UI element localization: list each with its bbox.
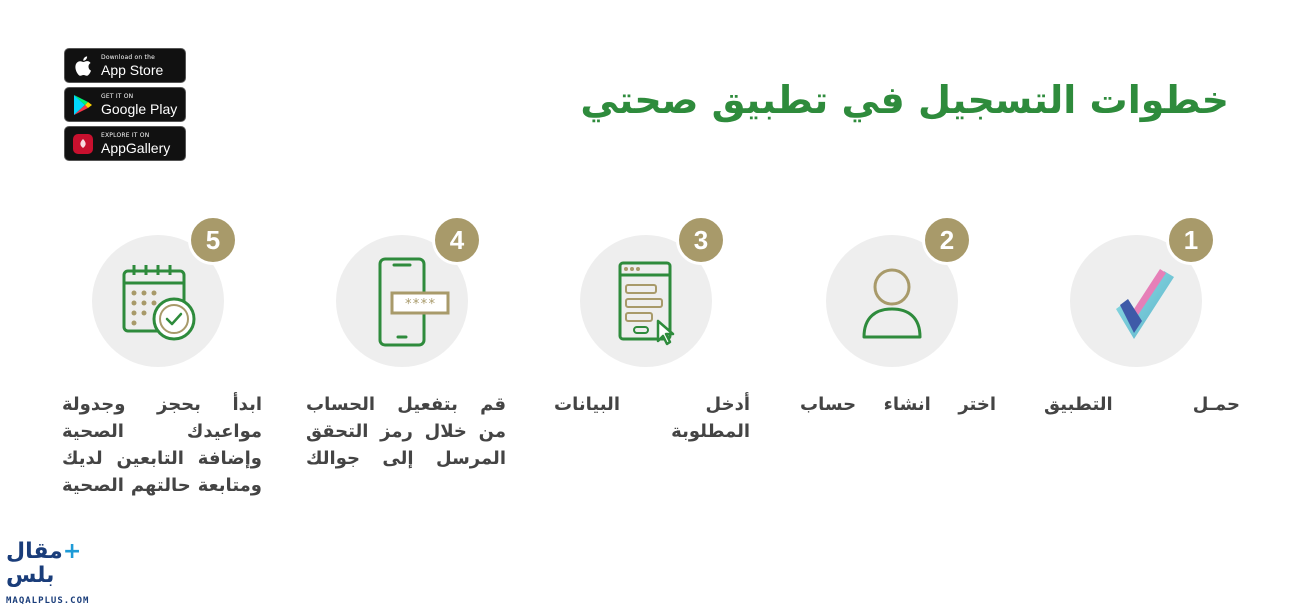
- badge-big-text: AppGallery: [101, 139, 171, 156]
- step-number: 2: [922, 215, 972, 265]
- step-text: اختر انشاء حساب: [800, 394, 996, 415]
- brand-plus: +: [62, 539, 82, 564]
- svg-text:****: ****: [404, 297, 436, 312]
- step-1: [1040, 215, 1240, 545]
- badge-small-text: GET IT ON: [101, 92, 134, 100]
- step-text: ابدأ بحجز وجدولة مواعيدك الصحية وإضافة التابعين لديك ومتابعة حالتهم الصحية: [62, 394, 262, 496]
- brand-arabic-text: مقال بلس: [6, 539, 63, 588]
- step-number: 4: [432, 215, 482, 265]
- google-play-icon: [71, 93, 95, 117]
- page-title: خطوات التسجيل في تطبيق صحتي: [580, 78, 1229, 122]
- step-number: 1: [1166, 215, 1216, 265]
- brand-logo: [6, 540, 136, 607]
- step-5: [62, 215, 262, 545]
- store-badges: [64, 48, 186, 165]
- step-4: [306, 215, 506, 545]
- badge-small-text: EXPLORE IT ON: [101, 131, 150, 139]
- step-text: أدخل البيانات المطلوبة: [554, 394, 750, 442]
- badge-big-text: App Store: [101, 61, 164, 78]
- step-2: [796, 215, 996, 545]
- appgallery-badge[interactable]: [64, 126, 186, 161]
- step-3: [550, 215, 750, 545]
- badge-small-text: Download on the: [101, 53, 155, 61]
- badge-big-text: Google Play: [101, 100, 178, 117]
- apple-icon: [71, 54, 95, 78]
- step-text: قم بتفعيل الحساب من خلال رمز التحقق المرسل إلى جوالك: [306, 394, 506, 469]
- step-number: 5: [188, 215, 238, 265]
- brand-arabic: [6, 540, 136, 588]
- huawei-icon: [71, 132, 95, 156]
- step-text: حمـل التطبيق: [1044, 394, 1240, 415]
- step-number: 3: [676, 215, 726, 265]
- app-store-badge[interactable]: [64, 48, 186, 83]
- brand-domain: MAQALPLUS.COM: [6, 596, 90, 606]
- google-play-badge[interactable]: [64, 87, 186, 122]
